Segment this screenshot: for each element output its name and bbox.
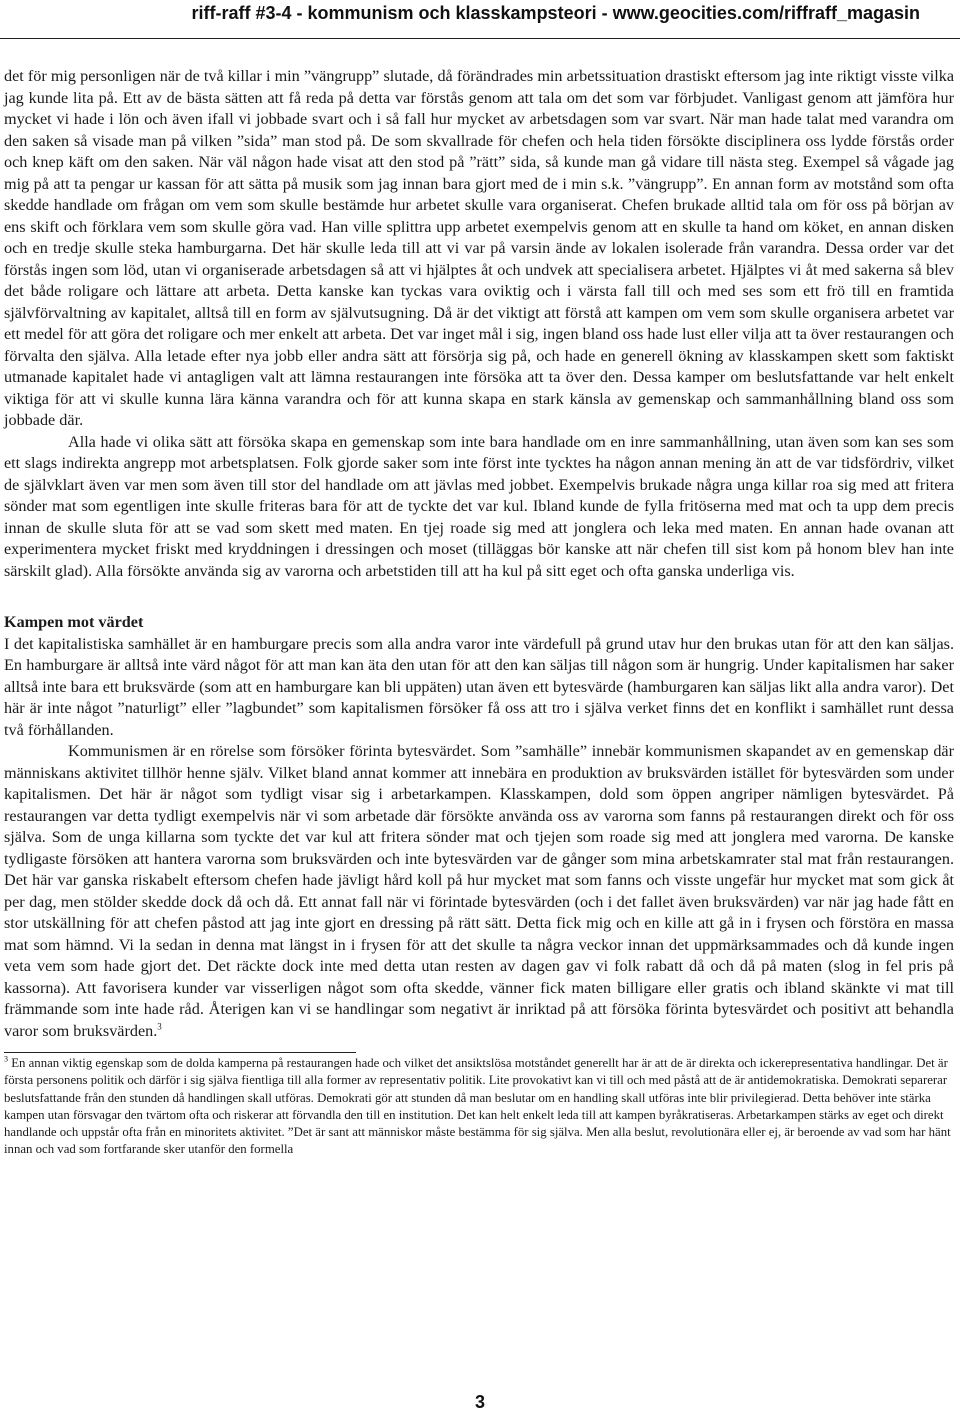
footnote — [4, 1055, 954, 1159]
footnote-marker: 3 — [4, 1054, 8, 1064]
section-paragraph-2: Kommunismen är en rörelse som försöker förinta bytesvärdet. Som ”samhälle” innebär kommunismen skapandet av en gemenskap där människans aktivitet tillhör henne själv. Vilket bland annat kommer att innebära en produktion av bruksvärden istället för bytesvärden som under kapitalismen. Det här är något som tydligt visar sig i arbetarkampen. Klasskampen, dold som öppen angriper nämligen bytesvärdet. På restaurangen var detta tydligt exempelvis när vi som arbetade där försökte använda oss av varorna som fanns på restaurangen direkt och för oss själva. Som de unga killarna som tyckte det var kul att fritera sönder mat och tjejen som roade sig med att jonglera med varorna. De kanske tydligaste försöken att hantera varorna som bruksvärden och inte bytesvärden var de gånger som mina arbetskamrater stal mat från restaurangen. Det här var ganska riskabelt eftersom chefen hade jävligt hård koll på hur mycket mat som fanns och visste ungefär hur mycket mat som gick åt per dag, men stölder skedde dock då och då. Ett annat fall när vi förintade bytesvärden (och i det fallet även bruksvärden) var när jag hade fått en stor utskällning för att chefen påstod att jag inte gjort en dressing på rätt sätt. Detta fick mig och en kille att gå in i frysen och förstöra en massa mat som hämnd. Vi la sedan in denna mat längst in i frysen för att det skulle ta några veckor innan det uppmärksammades och då kunde ingen veta vem som hade gjort det. Det räckte dock inte med detta utan resten av dagen gav vi folk rabatt då och då på maten (slog in fel pris på kassorna). Att favorisera kunder var visserligen något som ofta skedde, vänner fick maten billigare eller gratis och ibland skänkte vi mat till främmande som inte hade råd. Återigen kan vi se handlingar som negativt är inriktad på att försöka förinta bytesvärdet och positivt att behandla varor som bruksvärden. — [4, 742, 954, 1040]
body-paragraph-1: det för mig personligen när de två killar i min ”vängrupp” slutade, då förändrades min arbetssituation drastiskt eftersom jag inte riktigt visste vilka jag kunde lita på. Ett av de bästa sätten att få reda på detta var förstås genom att tala om det som var förbjudet. Vanligast genom att jämföra hur mycket vi hade i lön och även ifall vi jobbade svart och i så fall hur mycket av arbetsdagen som var svart. När man hade talat med varandra om den saken så visade man på vilken ”sida” man stod på. De som skvallrade för chefen och hela tiden försökte disciplinera oss lydde förstås order och knep käft om den saken. När väl någon hade visat att den stod på ”rätt” sida, så kunde man gå vidare till nästa steg. Exempel så vågade jag mig på att ta pengar ur kassan för att sätta på musik som jag innan bara gjort med de i min s.k. ”vängrupp”. En annan form av motstånd som ofta skedde handlade om frågan om vem som skulle bestämde hur arbetet skulle vara organiserat. Chefen brukade alltid tala om för oss på början av ens skift och förklara vem som skulle göra vad. Han ville splittra upp arbetet exempelvis genom att en skulle ta hand om köket, en annan disken och en tredje skulle steka hamburgarna. Det här skulle leda till att vi var på varsin ände av lokalen isolerade från varandra. Dessa order var det förstås ingen som löd, utan vi organiserade arbetsdagen så att vi hjälptes åt och undvek att specialisera arbetet. Hjälptes vi åt med sakerna så blev det både roligare och lättare att arbeta. Detta kanske kan tyckas vara oviktig och i värsta fall till och med ses som ett frö till en framtida självförvaltning av kapitalet, alltså till en form av självutsugning. Då är det viktigt att förstå att kampen om vem som skulle organisera arbetet var ett medel för att göra det roligare och mer enkelt att arbeta. Det var inget mål i sig, ingen bland oss hade lust eller vilja att ta över restaurangen och förvalta den själva. Alla letade efter nya jobb eller andra sätt att försörja sig på, och hade en generell ökning av klasskampen skett som faktiskt utmanade kapitalet hade vi antagligen valt att lämna restaurangen inte försöka att ta över den. Dessa kamper om beslutsfattande var helt enkelt viktiga för att vi skulle kunna lära känna varandra och för att kunna skapa en stark känsla av gemenskap och sammanhållning bland oss som jobbade där. — [4, 67, 954, 429]
header-title: riff-raff #3-4 - kommunism och klasskampsteori - www.geocities.com/riffraff_magasin — [191, 3, 920, 23]
section-heading: Kampen mot värdet — [4, 613, 144, 631]
header-divider — [0, 38, 960, 39]
footnote-reference: 3 — [157, 1021, 162, 1032]
body-paragraph-2: Alla hade vi olika sätt att försöka skapa en gemenskap som inte bara handlade om en inre sammanhållning, utan även som kan ses som ett slags indirekta angrepp mot arbetsplatsen. Folk gjorde saker som inte först inte tycktes ha någon annan mening än att de var tidsfördriv, vilket de självklart även var men som även till stor del handlade om att jävlas med jobbet. Exempelvis brukade några unga killar roa sig med att fritera sönder mat som egentligen inte skulle friteras bara för att de tyckte det var kul. Ibland kunde de fylla fritöserna med mat och ta upp dem precis innan de skulle sluta för att se vad som skett med maten. En tjej roade sig med att jonglera och leka med maten. En annan hade ovanan att experimentera mycket friskt med kryddningen i dressingen och moset (tilläggas bör kanske att när chefen till sist kom på honom blev han inte särskilt glad). Alla försökte använda sig av varorna och arbetstiden till att ha kul på sitt eget och ofta ganska underliga vis. — [4, 432, 954, 580]
footnote-text: En annan viktig egenskap som de dolda kamperna på restaurangen hade och vilket det ansiktslösa motståndet generellt har är att de är direkta och ickerepresentativa handlingar. Det är första personens politik och därför i sig själva fientliga till alla former av representativ politik. Lite provokativt kan vi till och med påstå att de är antidemokratiska. Demokrati separerar beslutsfattande från den stunden då handlingen skall utföras. Demokrati gör att stunden då man beslutar om en handling skall utföras inte blir privilegierad. Detta behöver inte stärka kampen utan försvagar den tvärtom ofta och riskerar att förvandla den till en institution. Det kan helt enkelt leda till att kampen byråkratiseras. Arbetarkampen stärks av eget och direkt handlande och uppstår ofta från en minoritets aktivitet. ”Det är sant att människor måste bestämma för sig själva. Men alla beslut, revolutionära eller ej, är beroende av vad som har hänt innan och vad som fortfarande sker utanför den formella — [4, 1056, 951, 1157]
article-body — [4, 66, 954, 1159]
section-paragraph-2-wrapper — [4, 741, 954, 1042]
section-paragraph-1: I det kapitalistiska samhället är en hamburgare precis som alla andra varor inte värdefull på grund utav hur den brukas utan för att den kan säljas. En hamburgare är alltså inte värd något för att man kan äta den utan för att den kan säljas till någon som är hungrig. Under kapitalismen har saker alltså inte bara ett bruksvärde (som att en hamburgare kan bli uppäten) utan även ett bytesvärde (hamburgaren kan säljas likt alla andra varor). Det här är inte något ”naturligt” eller ”lagbundet” som kapitalismen försöker få oss att tro i själva verket finns det en konflikt i samhället runt dessa två förhållanden. — [4, 634, 954, 739]
page-header — [0, 0, 960, 28]
footnote-divider — [4, 1052, 356, 1053]
page-number: 3 — [474, 1392, 485, 1412]
